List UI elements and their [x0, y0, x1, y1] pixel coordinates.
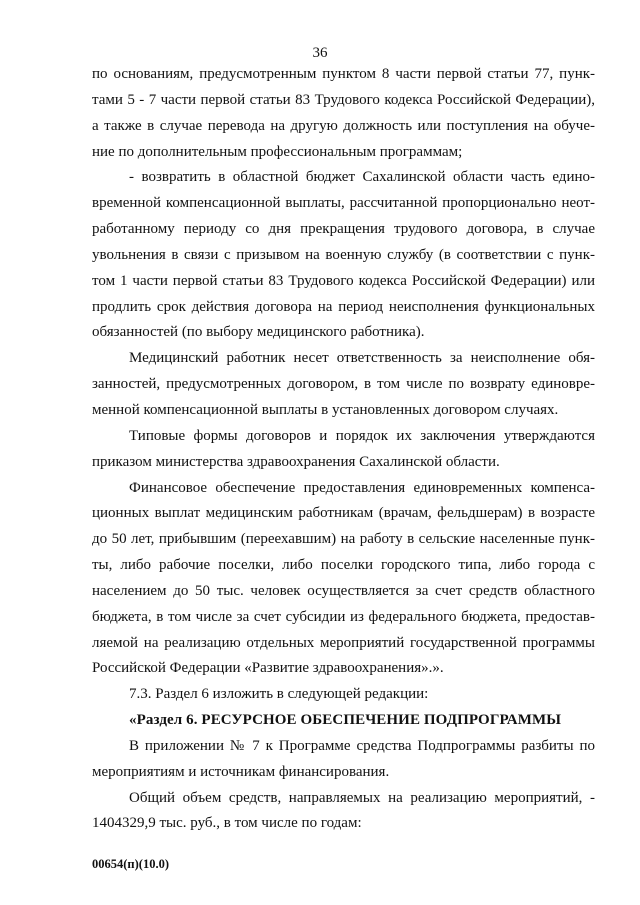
text-line: Общий объем средств, направляемых на реализацию мероприятий, -: [129, 789, 595, 806]
text-line: работанному периоду со дня прекращения трудового договора, в случае: [92, 221, 595, 238]
text-line: увольнения в связи с призывом на военную службу (в соответствии с пунк-: [92, 246, 595, 263]
text-line: занностей, предусмотренных договором, в том числе по возврату единовре-: [92, 376, 595, 393]
text-line: обязанностей (по выбору медицинского работника).: [92, 324, 425, 341]
text-line: том 1 части первой статьи 83 Трудового кодекса Российской Федерации) или: [92, 272, 595, 289]
text-line: Типовые формы договоров и порядок их заключения утверждаются: [129, 427, 595, 444]
text-line: менной компенсационной выплаты в установленных договором случаях.: [92, 401, 559, 418]
text-line: Финансовое обеспечение предоставления единовременных компенса-: [129, 479, 595, 496]
text-line: 7.3. Раздел 6 изложить в следующей редакции:: [129, 686, 429, 703]
text-line: Медицинский работник несет ответственность за неисполнение обя-: [129, 350, 595, 367]
text-line: В приложении № 7 к Программе средства Подпрограммы разбиты по: [129, 737, 595, 754]
text-line: населением до 50 тыс. человек осуществляется за счет средств областного: [92, 582, 595, 599]
text-line: а также в случае перевода на другую должность или поступления на обуче-: [92, 117, 595, 134]
text-line: бюджета, в том числе за счет субсидии из федерального бюджета, предостав-: [92, 608, 595, 625]
text-line: ционных выплат медицинским работникам (врачам, фельдшерам) в возрасте: [92, 505, 595, 522]
section-heading: «Раздел 6. РЕСУРСНОЕ ОБЕСПЕЧЕНИЕ ПОДПРОГРАММЫ: [129, 712, 562, 729]
text-line: Российской Федерации «Развитие здравоохранения».».: [92, 660, 444, 677]
text-line: ние по дополнительным профессиональным программам;: [92, 143, 463, 160]
text-line: продлить срок действия договора на период неисполнения функциональных: [92, 298, 595, 315]
document-code: 00654(п)(10.0): [92, 857, 169, 871]
text-line: по основаниям, предусмотренным пунктом 8 части первой статьи 77, пунк-: [92, 66, 595, 82]
page-number: 36: [312, 45, 328, 61]
text-line: временной компенсационной выплаты, рассчитанной пропорционально неот-: [92, 195, 595, 212]
text-line: ляемой на реализацию отдельных мероприятий государственной программы: [92, 634, 595, 651]
text-line: мероприятиям и источникам финансирования.: [92, 763, 390, 780]
text-line: 1404329,9 тыс. руб., в том числе по годам:: [92, 815, 362, 832]
text-line: до 50 лет, прибывшим (переехавшим) на работу в сельские населенные пунк-: [92, 531, 595, 548]
text-line: тами 5 - 7 части первой статьи 83 Трудового кодекса Российской Федерации),: [92, 91, 595, 108]
text-line: приказом министерства здравоохранения Сахалинской области.: [92, 453, 500, 470]
text-line: ты, либо рабочие поселки, либо поселки городского типа, либо города с: [92, 557, 595, 574]
text-line: - возвратить в областной бюджет Сахалинской области часть едино-: [129, 169, 595, 186]
document-body: [92, 62, 595, 837]
